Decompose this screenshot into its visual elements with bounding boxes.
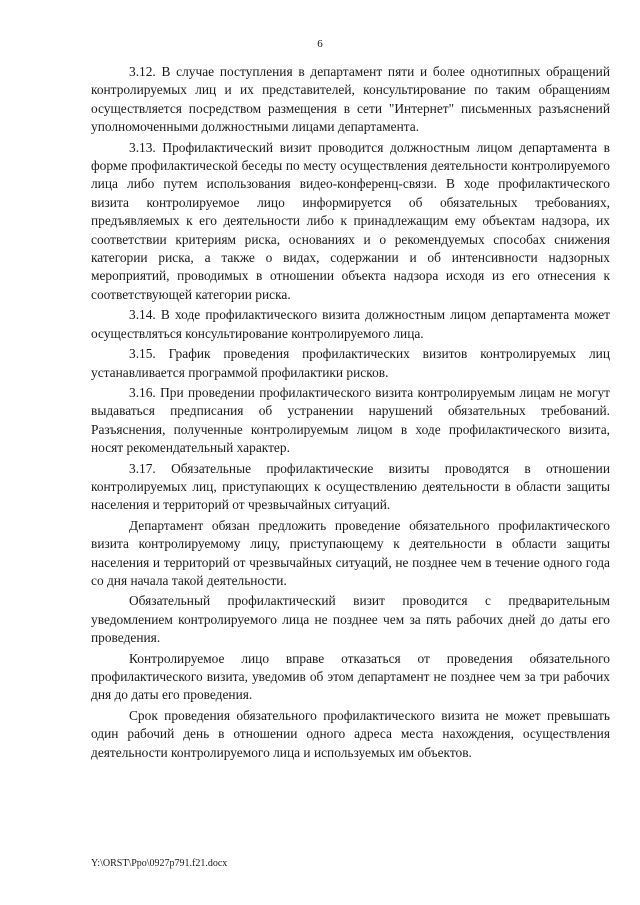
paragraph-3-17: 3.17. Обязательные профилактические визиты проводятся в отношении контролируемых лиц, приступающих к осуществлению деятельности в области защиты населения и территорий от чрезвычайных ситуаций.	[91, 460, 610, 513]
paragraph-3-14: 3.14. В ходе профилактического визита должностным лицом департамента может осуществляться консультирование контролируемого лица.	[91, 307, 610, 341]
paragraph-department-obligation: Департамент обязан предложить проведение обязательного профилактического визита контролируемому лицу, приступающему к деятельности в области защиты населения и территорий от чрезвычайных ситуаций, не позднее чем в течение одного года со дня начала такой деятельности.	[91, 517, 610, 588]
paragraph-3-13: 3.13. Профилактический визит проводится должностным лицом департамента в форме профилактической беседы по месту осуществления деятельности контролируемого лица либо путем использования видео-конференц-связи. В ходе профилактического визита контролируемое лицо информируется об обязательных требованиях, предъявляемых к его деятельности либо к принадлежащим ему объектам надзора, их соответствии критериям риска, основаниях и о рекомендуемых способах снижения категории риска, а также о видах, содержании и об интенсивности надзорных мероприятий, проводимых в отношении объекта надзора исходя из его отнесения к соответствующей категории риска.	[91, 139, 610, 302]
document-body	[91, 63, 610, 764]
paragraph-3-16: 3.16. При проведении профилактического визита контролируемым лицам не могут выдаваться предписания об устранении нарушений обязательных требований. Разъяснения, полученные контролируемым лицом в ходе профилактического визита, носят рекомендательный характер.	[91, 384, 610, 456]
footer-file-path: Y:\ORST\Ppo\0927p791.f21.docx	[91, 858, 228, 869]
paragraph-3-15: 3.15. График проведения профилактических визитов контролируемых лиц устанавливается программой профилактики рисков.	[91, 346, 610, 380]
page-number: 6	[317, 38, 323, 50]
paragraph-visit-duration: Срок проведения обязательного профилактического визита не может превышать один рабочий день в отношении одного адреса места нахождения, осуществления деятельности контролируемого лица и используемых им объектов.	[91, 707, 610, 760]
paragraph-right-to-refuse: Контролируемое лицо вправе отказаться от проведения обязательного профилактического визита, уведомив об этом департамент не позднее чем за три рабочих дня до даты его проведения.	[91, 650, 610, 703]
paragraph-3-12: 3.12. В случае поступления в департамент пяти и более однотипных обращений контролируемых лиц и их представителей, консультирование по таким обращениям осуществляется посредством размещения в сети "Интернет" письменных разъяснений уполномоченными должностными лицами департамента.	[91, 64, 610, 135]
paragraph-prior-notice: Обязательный профилактический визит проводится с предварительным уведомлением контролируемого лица не позднее чем за пять рабочих дней до даты его проведения.	[91, 593, 610, 646]
